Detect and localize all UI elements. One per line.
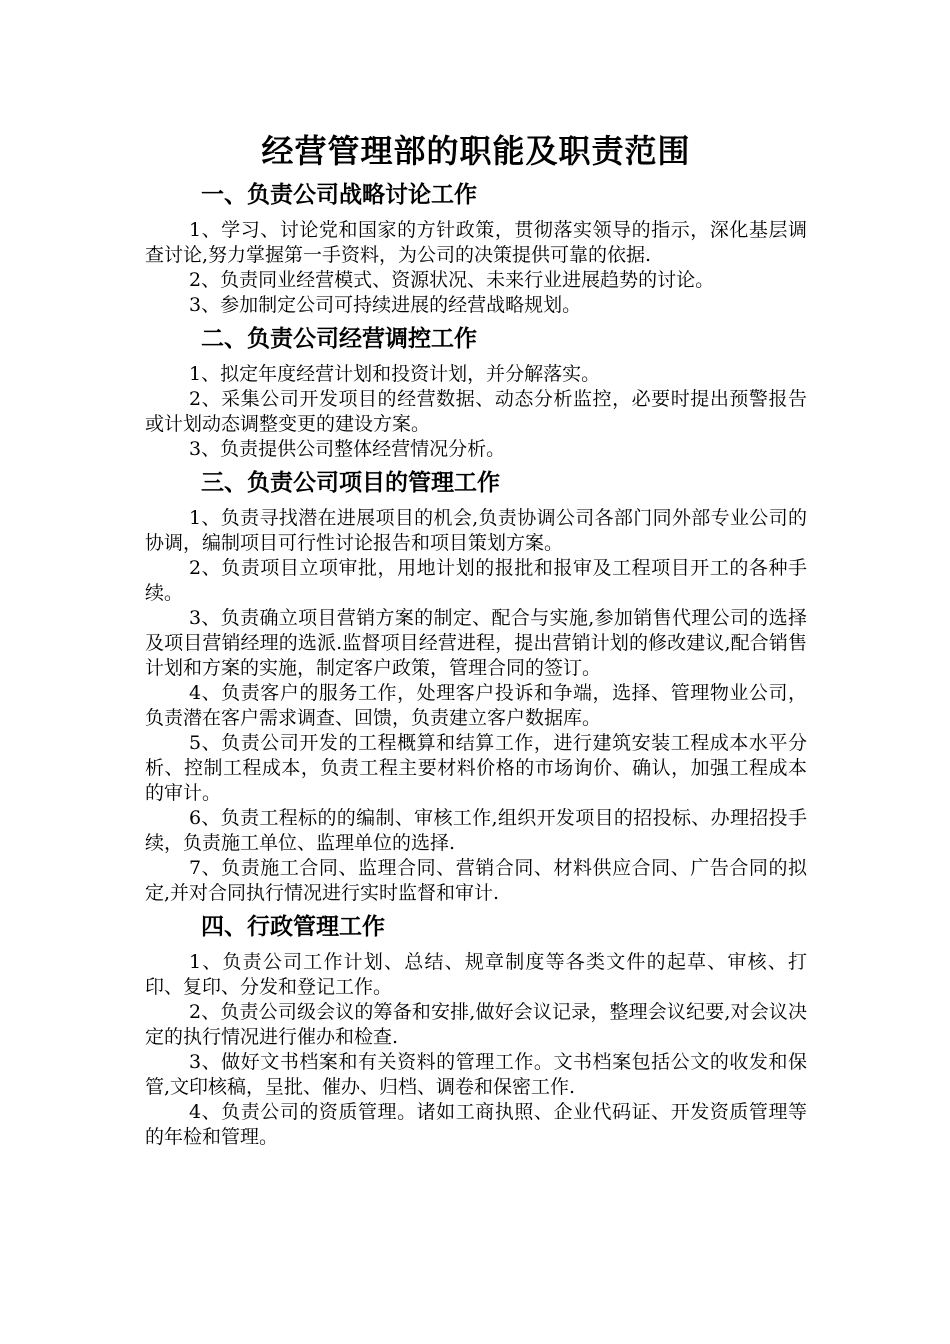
paragraph: 1、学习、讨论党和国家的方针政策，贯彻落实领导的指示，深化基层调查讨论,努力掌握第一手资料，为公司的决策提供可靠的依据. <box>145 219 807 266</box>
paragraph: 4、负责客户的服务工作，处理客户投诉和争端，选择、管理物业公司，负责潜在客户需求调查、回馈，负责建立客户数据库。 <box>145 682 807 729</box>
paragraph: 2、负责公司级会议的筹备和安排,做好会议记录，整理会议纪要,对会议决定的执行情况进行催办和检查. <box>145 1001 807 1048</box>
section-heading: 二、负责公司经营调控工作 <box>201 326 477 352</box>
section-strategy <box>145 180 807 318</box>
paragraph: 2、负责项目立项审批，用地计划的报批和报审及工程项目开工的各种手续。 <box>145 557 807 604</box>
paragraph: 3、负责确立项目营销方案的制定、配合与实施,参加销售代理公司的选择及项目营销经理的选派.监督项目经营进程，提出营销计划的修改建议,配合销售计划和方案的实施，制定客户政策，管理合同的签订。 <box>145 607 807 679</box>
paragraph: 6、负责工程标的的编制、审核工作,组织开发项目的招投标、办理招投手续，负责施工单位、监理单位的选择. <box>145 807 807 854</box>
document-title: 经营管理部的职能及职责范围 <box>261 132 691 170</box>
paragraph: 3、负责提供公司整体经营情况分析。 <box>189 438 506 460</box>
paragraph: 4、负责公司的资质管理。诸如工商执照、企业代码证、开发资质管理等的年检和管理。 <box>145 1101 807 1148</box>
document-page <box>145 128 807 1150</box>
paragraph: 3、做好文书档案和有关资料的管理工作。文书档案包括公文的收发和保管,文印核稿，呈批、催办、归档、调卷和保密工作. <box>145 1051 807 1098</box>
section-administration <box>145 912 807 1150</box>
section-heading: 三、负责公司项目的管理工作 <box>201 470 500 496</box>
paragraph: 3、参加制定公司可持续进展的经营战略规划。 <box>189 294 582 316</box>
section-operations-control <box>145 324 807 462</box>
section-heading: 四、行政管理工作 <box>201 914 385 940</box>
paragraph: 1、拟定年度经营计划和投资计划，并分解落实。 <box>189 363 601 385</box>
paragraph: 5、负责公司开发的工程概算和结算工作，进行建筑安装工程成本水平分析、控制工程成本，负责工程主要材料价格的市场询价、确认，加强工程成本的审计。 <box>145 732 807 804</box>
paragraph: 1、负责公司工作计划、总结、规章制度等各类文件的起草、审核、打印、复印、分发和登记工作。 <box>145 951 807 998</box>
section-project-management <box>145 468 807 906</box>
section-heading: 一、负责公司战略讨论工作 <box>201 182 477 208</box>
paragraph: 1、负责寻找潜在进展项目的机会,负责协调公司各部门同外部专业公司的协调，编制项目可行性讨论报告和项目策划方案。 <box>145 507 807 554</box>
paragraph: 2、采集公司开发项目的经营数据、动态分析监控，必要时提出预警报告或计划动态调整变更的建设方案。 <box>145 388 807 435</box>
paragraph: 2、负责同业经营模式、资源状况、未来行业进展趋势的讨论。 <box>189 269 715 291</box>
paragraph: 7、负责施工合同、监理合同、营销合同、材料供应合同、广告合同的拟定,并对合同执行情况进行实时监督和审计. <box>145 857 807 904</box>
